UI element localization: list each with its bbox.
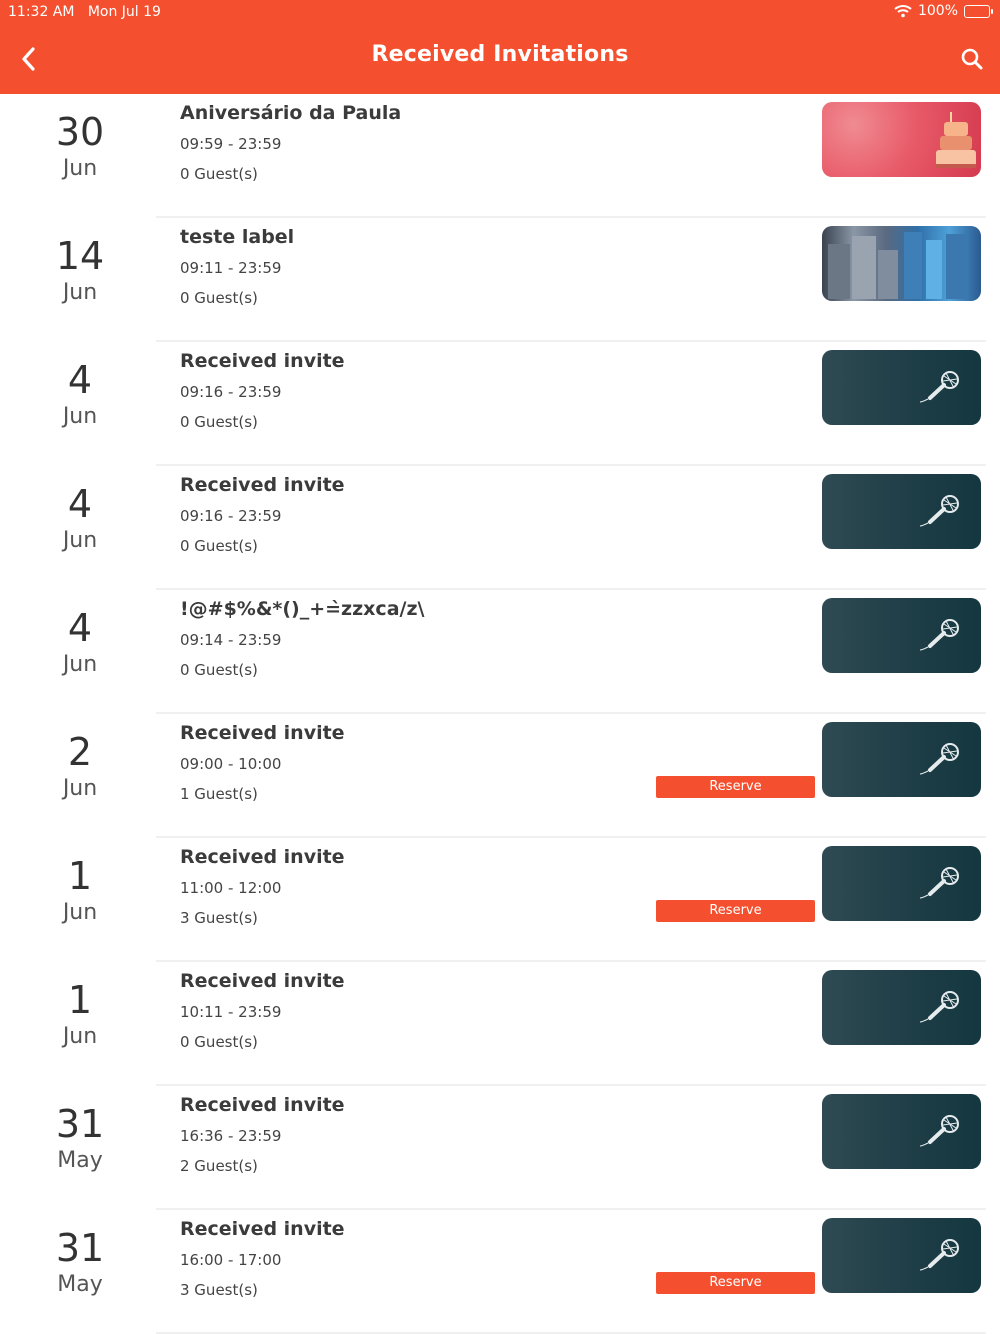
invitation-name: Received invite xyxy=(180,1218,345,1240)
date-day: 4 xyxy=(67,606,93,650)
battery-icon xyxy=(964,5,990,18)
invitation-info xyxy=(180,720,345,804)
microphone-icon xyxy=(918,616,962,652)
date-month: Jun xyxy=(62,528,98,553)
invitation-time: 11:00 - 12:00 xyxy=(180,879,282,897)
invitation-info xyxy=(180,844,345,928)
microphone-icon xyxy=(918,492,962,528)
invitation-date xyxy=(0,852,160,926)
date-month: Jun xyxy=(62,1024,98,1049)
date-day: 14 xyxy=(55,234,105,278)
invitation-guests: 3 Guest(s) xyxy=(180,909,258,927)
date-day: 30 xyxy=(55,110,105,154)
search-button[interactable] xyxy=(958,44,986,74)
microphone-image xyxy=(822,970,981,1045)
invitation-date xyxy=(0,480,160,554)
date-day: 1 xyxy=(67,854,93,898)
invitation-time: 09:14 - 23:59 xyxy=(180,631,282,649)
microphone-icon xyxy=(918,1236,962,1272)
app-header xyxy=(0,0,1000,94)
battery-percent: 100% xyxy=(917,3,958,19)
invitation-name: Received invite xyxy=(180,722,345,744)
invitation-row-7[interactable] xyxy=(0,838,1000,962)
invitation-row-10[interactable] xyxy=(0,1210,1000,1334)
microphone-image xyxy=(822,722,981,797)
microphone-image xyxy=(822,846,981,921)
invitation-row-5[interactable] xyxy=(0,590,1000,714)
microphone-image xyxy=(822,474,981,549)
invitation-time: 09:00 - 10:00 xyxy=(180,755,282,773)
invitation-name: Received invite xyxy=(180,846,345,868)
invitation-row-8[interactable] xyxy=(0,962,1000,1086)
microphone-icon xyxy=(918,988,962,1024)
invitation-guests: 0 Guest(s) xyxy=(180,289,258,307)
microphone-image xyxy=(822,1094,981,1169)
date-month: Jun xyxy=(62,404,98,429)
birthday-cake-icon xyxy=(932,108,978,172)
invitation-name: Received invite xyxy=(180,474,345,496)
invitation-date xyxy=(0,604,160,678)
date-month: Jun xyxy=(62,280,98,305)
microphone-image xyxy=(822,1218,981,1293)
invitation-time: 16:36 - 23:59 xyxy=(180,1127,282,1145)
invitation-row-6[interactable] xyxy=(0,714,1000,838)
invitation-row-9[interactable] xyxy=(0,1086,1000,1210)
invitation-time: 09:59 - 23:59 xyxy=(180,135,282,153)
invitation-name: !@#$%&*()_+=̀zzxca/z\ xyxy=(180,598,425,620)
invitation-info xyxy=(180,100,401,184)
status-time xyxy=(8,4,161,20)
invitation-date xyxy=(0,232,160,306)
microphone-icon xyxy=(918,740,962,776)
status-bar xyxy=(0,0,1000,26)
invitation-name: teste label xyxy=(180,226,295,248)
status-clock: 11:32 AM xyxy=(8,4,75,20)
invitation-info xyxy=(180,1092,345,1176)
invitation-row-1[interactable] xyxy=(0,94,1000,218)
invitation-time: 09:16 - 23:59 xyxy=(180,507,282,525)
invitation-name: Received invite xyxy=(180,350,345,372)
invitation-list xyxy=(0,94,1000,1334)
invitation-name: Received invite xyxy=(180,970,345,992)
invitation-guests: 1 Guest(s) xyxy=(180,785,258,803)
date-month: May xyxy=(57,1272,103,1297)
microphone-icon xyxy=(918,1112,962,1148)
invitation-row-2[interactable] xyxy=(0,218,1000,342)
invitation-date xyxy=(0,356,160,430)
invitation-guests: 0 Guest(s) xyxy=(180,165,258,183)
invitation-guests: 0 Guest(s) xyxy=(180,1033,258,1051)
microphone-icon xyxy=(918,368,962,404)
invitation-date xyxy=(0,1224,160,1298)
date-day: 31 xyxy=(55,1102,105,1146)
invitation-time: 16:00 - 17:00 xyxy=(180,1251,282,1269)
invitation-guests: 3 Guest(s) xyxy=(180,1281,258,1299)
invitation-guests: 2 Guest(s) xyxy=(180,1157,258,1175)
invitation-guests: 0 Guest(s) xyxy=(180,661,258,679)
invitation-info xyxy=(180,472,345,556)
date-day: 1 xyxy=(67,978,93,1022)
invitation-name: Received invite xyxy=(180,1094,345,1116)
status-right xyxy=(894,3,990,19)
microphone-image xyxy=(822,350,981,425)
invitation-guests: 0 Guest(s) xyxy=(180,537,258,555)
date-day: 4 xyxy=(67,482,93,526)
date-day: 2 xyxy=(67,730,93,774)
microphone-image xyxy=(822,598,981,673)
invitation-info xyxy=(180,1216,345,1300)
page-title: Received Invitations xyxy=(371,42,629,67)
invitation-info xyxy=(180,968,345,1052)
reserve-button[interactable]: Reserve xyxy=(656,1272,815,1294)
invitation-guests: 0 Guest(s) xyxy=(180,413,258,431)
invitation-info xyxy=(180,224,294,308)
invitation-row-3[interactable] xyxy=(0,342,1000,466)
date-month: May xyxy=(57,1148,103,1173)
status-date: Mon Jul 19 xyxy=(87,4,161,20)
date-month: Jun xyxy=(62,652,98,677)
reserve-button[interactable]: Reserve xyxy=(656,900,815,922)
invitation-time: 09:16 - 23:59 xyxy=(180,383,282,401)
date-month: Jun xyxy=(62,156,98,181)
invitation-info xyxy=(180,596,424,680)
search-icon xyxy=(960,47,984,71)
invitation-time: 09:11 - 23:59 xyxy=(180,259,282,277)
invitation-date xyxy=(0,976,160,1050)
date-month: Jun xyxy=(62,776,98,801)
invitation-time: 10:11 - 23:59 xyxy=(180,1003,282,1021)
invitation-row-4[interactable] xyxy=(0,466,1000,590)
date-day: 4 xyxy=(67,358,93,402)
reserve-button[interactable]: Reserve xyxy=(656,776,815,798)
date-month: Jun xyxy=(62,900,98,925)
invitation-date xyxy=(0,108,160,182)
date-day: 31 xyxy=(55,1226,105,1270)
invitation-name: Aniversário da Paula xyxy=(180,102,402,124)
microphone-icon xyxy=(918,864,962,900)
invitation-info xyxy=(180,348,345,432)
coin-stacks-icon xyxy=(822,226,981,301)
invitation-date xyxy=(0,728,160,802)
coin-stacks-city-image xyxy=(822,226,981,301)
invitation-date xyxy=(0,1100,160,1174)
birthday-cake-image xyxy=(822,102,981,177)
wifi-icon xyxy=(894,4,912,18)
